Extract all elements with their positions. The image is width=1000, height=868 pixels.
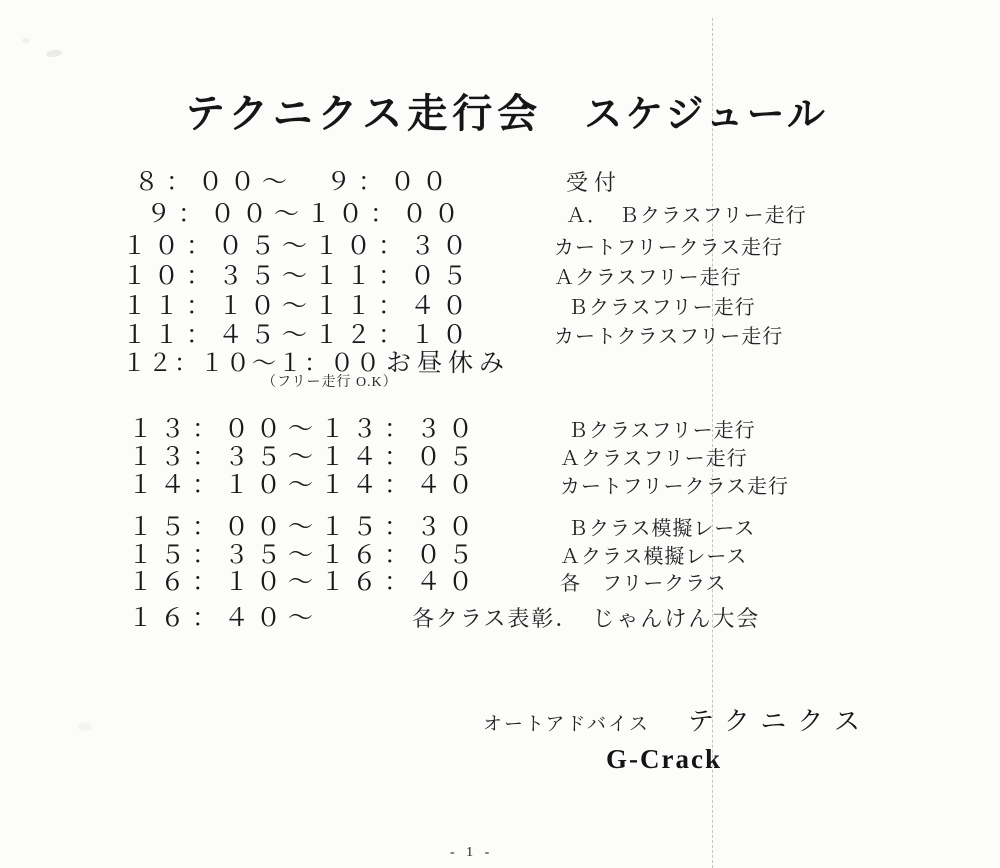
time-range: ９：００～１０：００ xyxy=(146,201,467,228)
activity-label: Ａクラスフリー走行 xyxy=(560,448,748,470)
page-number: - 1 - xyxy=(450,845,494,860)
closing-label: 各クラス表彰． じゃんけん大会 xyxy=(412,606,761,631)
activity-label: 受付 xyxy=(566,170,623,195)
time-range: １４：１０～１４：４０ xyxy=(128,472,481,499)
lunch-note: （フリー走行 O.K） xyxy=(262,375,398,390)
activity-label: Ａクラス模擬レース xyxy=(560,546,748,568)
time-range: １０：０５～１０：３０ xyxy=(122,233,475,260)
time-range: １５：００～１５：３０ xyxy=(128,514,481,541)
schedule-row xyxy=(134,162,622,198)
activity-label: Ａ． Ｂクラスフリー走行 xyxy=(566,205,807,227)
activity-label: カートクラスフリー走行 xyxy=(554,326,784,348)
time-range: １２：１０～１：００ xyxy=(122,351,382,377)
time-range: １５：３５～１６：０５ xyxy=(128,542,481,569)
time-range: １０：３５～１１：０５ xyxy=(122,263,475,290)
document-title-sub: スケジュール xyxy=(584,94,828,136)
time-range: １３：００～１３：３０ xyxy=(128,416,481,443)
scan-speck xyxy=(78,722,92,731)
time-range: ８：００～ ９：００ xyxy=(134,169,455,196)
closing-row xyxy=(128,598,760,634)
footer-brand-name: テクニクス xyxy=(687,707,872,736)
lunch-label: お昼休み xyxy=(386,350,511,377)
activity-label: 各 フリークラス xyxy=(560,573,727,595)
document-title-main: テクニクス走行会 xyxy=(185,91,543,136)
time-range: １６：４０～ xyxy=(128,605,321,632)
footer-company-name: オートアドバイス xyxy=(483,714,650,735)
scan-speck xyxy=(46,49,63,58)
activity-label: カートフリークラス走行 xyxy=(560,476,789,498)
schedule-row xyxy=(128,465,789,501)
scan-speck xyxy=(22,38,30,43)
schedule-row xyxy=(128,562,727,598)
activity-label: Ａクラスフリー走行 xyxy=(554,267,742,289)
time-range: １１：１０～１１：４０ xyxy=(122,293,475,320)
footer-organizer xyxy=(483,701,871,738)
schedule-row xyxy=(146,194,807,230)
activity-label: Ｂクラスフリー走行 xyxy=(568,297,756,319)
footer-signature: G-Crack xyxy=(606,744,722,774)
activity-label: Ｂクラスフリー走行 xyxy=(568,420,756,442)
activity-label: Ｂクラス模擬レース xyxy=(568,518,756,540)
document-title xyxy=(185,82,828,139)
time-range: １６：１０～１６：４０ xyxy=(128,569,481,596)
time-range: １１：４５～１２：１０ xyxy=(122,322,475,349)
activity-label: カートフリークラス走行 xyxy=(554,237,783,259)
time-range: １３：３５～１４：０５ xyxy=(128,444,481,471)
